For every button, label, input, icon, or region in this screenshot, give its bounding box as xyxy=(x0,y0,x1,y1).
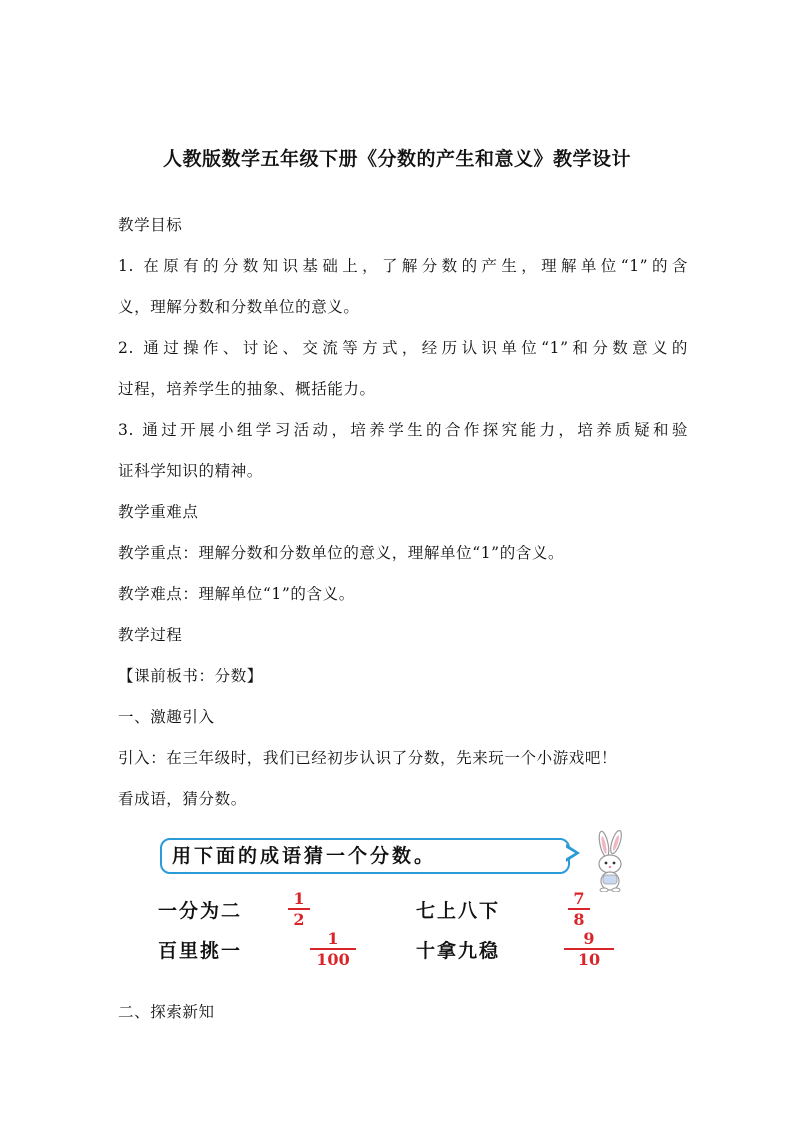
intro-line-1: 引入：在三年级时，我们已经初步认识了分数，先来玩一个小游戏吧！ xyxy=(118,749,618,767)
fraction-1-numerator: 1 xyxy=(293,889,305,908)
difficult-point: 教学难点：理解单位“1”的含义。 xyxy=(118,585,355,603)
fraction-4-denominator: 10 xyxy=(577,950,601,969)
key-point: 教学重点：理解分数和分数单位的意义，理解单位“1”的含义。 xyxy=(118,544,565,562)
speech-bubble xyxy=(160,838,570,874)
fraction-3 xyxy=(310,930,356,968)
idiom-fraction-figure xyxy=(150,830,650,980)
objective-3-line-2: 证科学知识的精神。 xyxy=(118,462,263,480)
idiom-2: 七上八下 xyxy=(416,900,501,922)
fraction-4 xyxy=(564,930,614,968)
document-title: 人教版数学五年级下册《分数的产生和意义》教学设计 xyxy=(162,148,631,170)
fraction-1 xyxy=(288,890,310,928)
fraction-3-numerator: 1 xyxy=(327,929,339,948)
process-heading: 教学过程 xyxy=(118,626,183,644)
fraction-2 xyxy=(568,890,590,928)
intro-line-2: 看成语，猜分数。 xyxy=(118,790,247,808)
bubble-text: 用下面的成语猜一个分数。 xyxy=(172,845,437,867)
idiom-3: 百里挑一 xyxy=(158,940,243,962)
key-difficult-heading: 教学重难点 xyxy=(118,503,199,521)
objective-2-line-2: 过程，培养学生的抽象、概括能力。 xyxy=(118,380,376,398)
fraction-2-numerator: 7 xyxy=(573,889,585,908)
fraction-2-denominator: 8 xyxy=(573,910,585,929)
section-2-heading: 二、探索新知 xyxy=(118,1003,215,1021)
rabbit-icon xyxy=(585,830,635,892)
objective-1-line-2: 义，理解分数和分数单位的意义。 xyxy=(118,298,360,316)
board-note: 【课前板书：分数】 xyxy=(118,667,263,685)
objective-3-line-1: 3. 通过开展小组学习活动，培养学生的合作探究能力，培养质疑和验 xyxy=(118,421,688,439)
idiom-1: 一分为二 xyxy=(158,900,243,922)
fraction-1-denominator: 2 xyxy=(293,910,305,929)
fraction-3-denominator: 100 xyxy=(316,950,350,969)
section-1-heading: 一、激趣引入 xyxy=(118,708,215,726)
fraction-4-numerator: 9 xyxy=(583,929,595,948)
objective-2-line-1: 2. 通过操作、讨论、交流等方式，经历认识单位“1”和分数意义的 xyxy=(118,339,688,357)
idiom-4: 十拿九稳 xyxy=(416,940,501,962)
objective-1-line-1: 1. 在原有的分数知识基础上，了解分数的产生，理解单位“1”的含 xyxy=(118,257,688,275)
objectives-heading: 教学目标 xyxy=(118,216,183,234)
